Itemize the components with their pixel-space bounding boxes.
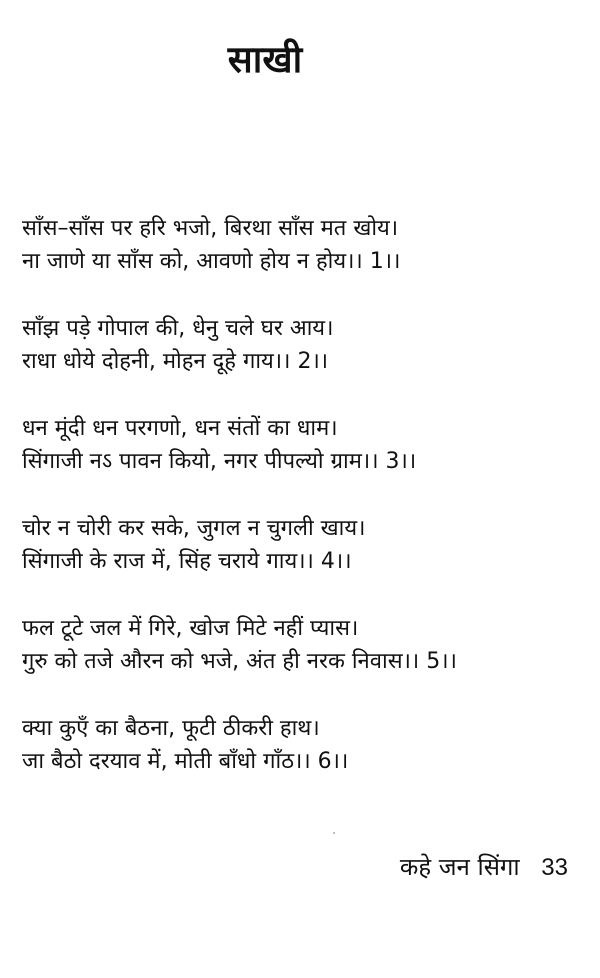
- verse-line: राधा धोये दोहनी, मोहन दूहे गाय।। 2।।: [22, 349, 329, 374]
- verse-3: [22, 412, 582, 478]
- verse-line: चोर न चोरी कर सके, जुगल न चुगली खाय।: [22, 516, 366, 541]
- verse-2: [22, 312, 582, 378]
- verse-line: फल टूटे जल में गिरे, खोज मिटे नहीं प्यास।: [22, 616, 359, 641]
- verse-line: गुरु को तजे औरन को भजे, अंत ही नरक निवास।। 5।।: [22, 649, 457, 674]
- verse-line: सिंगाजी नऽ पावन कियो, नगर पीपल्यो ग्राम।। 3।।: [22, 449, 417, 474]
- verse-line: सिंगाजी के राज में, सिंह चराये गाय।। 4।।: [22, 549, 352, 574]
- book-title: कहे जन सिंगा: [399, 853, 520, 881]
- verse-5: [22, 612, 582, 678]
- verse-1: [22, 212, 582, 278]
- verse-6: [22, 712, 582, 778]
- verse-line: साँझ पड़े गोपाल की, धेनु चले घर आय।: [22, 316, 334, 341]
- verse-line: ना जाणे या साँस को, आवणो होय न होय।। 1।।: [22, 249, 401, 274]
- verse-list: [22, 212, 582, 812]
- page-footer: [400, 850, 568, 885]
- page-number: 33: [541, 854, 568, 881]
- paper-speck: [333, 832, 335, 834]
- verse-line: साँस–साँस पर हरि भजो, बिरथा साँस मत खोय।: [22, 216, 399, 241]
- verse-line: जा बैठो दरयाव में, मोती बाँधो गाँठ।। 6।।: [22, 749, 349, 774]
- verse-line: धन मूंदी धन परगणो, धन संतों का धाम।: [22, 416, 338, 441]
- verse-4: [22, 512, 582, 578]
- verse-line: क्या कुएँ का बैठना, फूटी ठीकरी हाथ।: [22, 716, 320, 741]
- page-title: साखी: [227, 38, 303, 81]
